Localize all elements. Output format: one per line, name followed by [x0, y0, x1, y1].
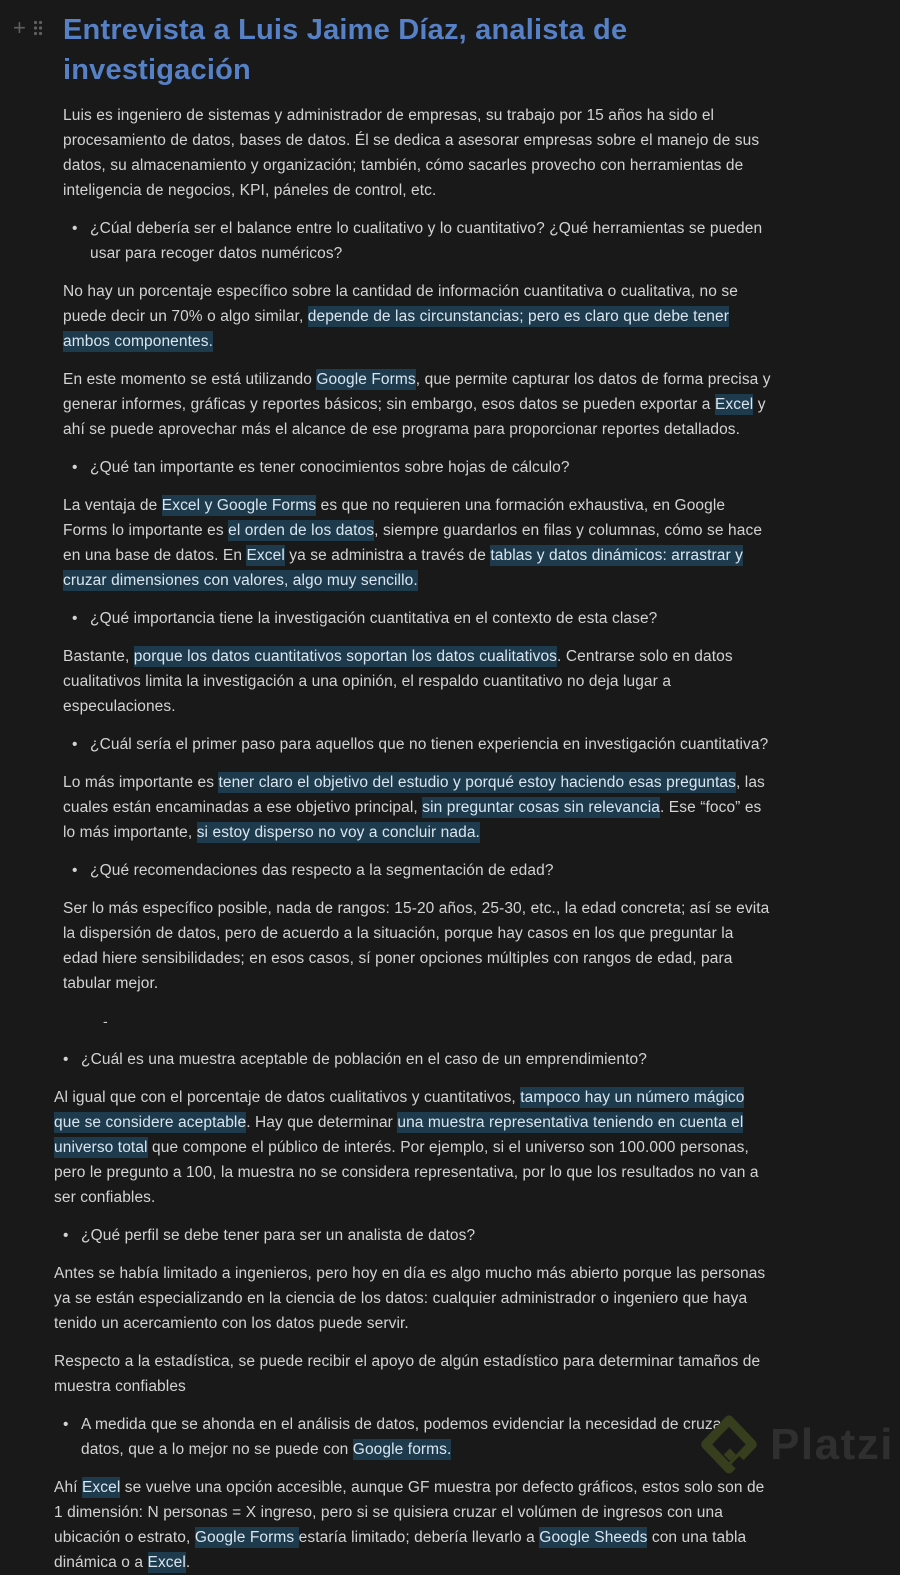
highlighted-text: tampoco hay un número mágico que se considere aceptable [54, 1089, 745, 1131]
bullet-text [81, 1223, 772, 1248]
bullet-text [90, 455, 772, 480]
bullet-marker-icon: • [63, 1227, 69, 1244]
text-run: ¿Qué tan importante es tener conocimientos sobre hojas de cálculo? [90, 459, 570, 476]
text-run: Ser lo más específico posible, nada de rangos: 15-20 años, 25-30, etc., la edad concreta; así se evita la dispersión de datos, pero de acuerdo a la situación, porque hay casos en los que preguntar la edad hiere sensibilidades; en esos casos, sí poner opciones múltiples con rangos de edad, para tabular mejor. [63, 900, 770, 992]
text-run: Antes se había limitado a ingenieros, pero hoy en día es algo mucho más abierto porque las personas ya se están especializando en la ciencia de los datos: cualquier administrador o ingeniero que haya tenido un acercamiento con los datos puede servir. [54, 1265, 766, 1332]
paragraph[interactable] [63, 896, 772, 996]
highlighted-text: una muestra representativa teniendo en cuenta el universo total [54, 1114, 744, 1156]
highlighted-text: Google forms. [352, 1441, 452, 1458]
text-run: , las cuales están encaminadas a ese objetivo principal, [63, 774, 765, 816]
text-run: En este momento se está utilizando [63, 371, 317, 388]
text-run: . Centrarse solo en datos cualitativos limita la investigación a una opinión, el respaldo cuantitativo no deja lugar a especulaciones. [63, 648, 733, 715]
text-run: ya se administra a través de [284, 547, 491, 564]
platzi-wordmark: Platzi [770, 1420, 894, 1469]
bullet-marker-icon: • [72, 459, 78, 476]
text-run: La ventaja de [63, 497, 162, 514]
bullet-item[interactable] [54, 1412, 772, 1462]
page-title[interactable]: Entrevista a Luis Jaime Díaz, analista de investigación [63, 14, 628, 86]
paragraph[interactable] [54, 1475, 772, 1575]
bullet-text [81, 1047, 772, 1072]
block-hover-controls [13, 15, 43, 40]
paragraph[interactable] [63, 279, 772, 354]
text-run: y ahí se puede aprovechar más el alcance de ese programa para proporcionar reportes detallados. [63, 396, 766, 438]
bullet-item[interactable] [54, 1047, 772, 1072]
text-run: es que no requieren una formación exhaustiva, en Google Forms lo importante es [63, 497, 726, 539]
document-body [54, 103, 772, 1575]
text-run: que compone el público de interés. Por ejemplo, si el universo son 100.000 personas, pero le pregunto a 100, la muestra no se considera representativa, por lo que los resultados no van a ser confiables. [54, 1139, 759, 1206]
paragraph[interactable] [63, 103, 772, 203]
paragraph[interactable] [63, 644, 772, 719]
text-run: ¿Cuál es una muestra aceptable de población en el caso de un emprendimiento? [81, 1051, 647, 1068]
text-run: Lo más importante es [63, 774, 219, 791]
bullet-text [90, 858, 772, 883]
bullet-item[interactable] [63, 606, 772, 631]
text-run: . Hay que determinar [246, 1114, 398, 1131]
text-run: con una tabla dinámica o a [54, 1529, 747, 1571]
paragraph[interactable] [54, 1261, 772, 1336]
text-run: No hay un porcentaje específico sobre la cantidad de información cuantitativa o cualitativa, no se puede decir un 70% o algo similar, [63, 283, 738, 325]
highlighted-text: tener claro el objetivo del estudio y porqué estoy haciendo esas preguntas [218, 774, 736, 791]
text-run: . [185, 1554, 191, 1571]
paragraph[interactable] [54, 1349, 772, 1399]
text-run: ¿Cúal debería ser el balance entre lo cualitativo y lo cuantitativo? ¿Qué herramientas se pueden usar para recoger datos numéricos? [90, 220, 763, 262]
highlighted-text: Google Sheeds [539, 1529, 648, 1546]
bullet-marker-icon: • [63, 1416, 69, 1433]
text-run: A medida que se ahonda en el análisis de datos, podemos evidenciar la necesidad de cruzar datos, que a lo mejor no se puede con [81, 1416, 727, 1458]
highlighted-text: Google Forms [194, 1529, 299, 1546]
text-run: Respecto a la estadística, se puede recibir el apoyo de algún estadístico para determinar tamaños de muestra confiables [54, 1353, 761, 1395]
text-run: Bastante, [63, 648, 134, 665]
text-run: Ahí [54, 1479, 82, 1496]
highlighted-text: Excel [81, 1479, 121, 1496]
highlighted-text: tablas y datos dinámicos: arrastrar y cruzar dimensiones con valores, algo muy sencillo. [63, 547, 744, 589]
paragraph[interactable] [63, 493, 772, 593]
highlighted-text: depende de las circunstancias; pero es claro que debe tener ambos componentes. [63, 308, 729, 350]
bullet-item[interactable] [63, 858, 772, 883]
bullet-marker-icon: • [63, 1051, 69, 1068]
bullet-text [90, 606, 772, 631]
paragraph[interactable] [63, 770, 772, 845]
highlighted-text: el orden de los datos [228, 522, 375, 539]
text-run: ¿Qué importancia tiene la investigación cuantitativa en el contexto de esta clase? [90, 610, 658, 627]
text-run: ¿Cuál sería el primer paso para aquellos que no tienen experiencia en investigación cuantitativa? [90, 736, 769, 753]
bullet-item[interactable] [63, 455, 772, 480]
highlighted-text: Excel [246, 547, 285, 564]
add-block-icon[interactable]: + [13, 15, 26, 40]
bullet-marker-icon: • [72, 610, 78, 627]
text-run: , siempre guardarlos en filas y columnas, cómo se hace en una base de datos. En [63, 522, 763, 564]
bullet-text [90, 216, 772, 266]
highlighted-text: sin preguntar cosas sin relevancia [422, 799, 660, 816]
bullet-text [81, 1412, 772, 1462]
text-run: se vuelve una opción accesible, aunque GF muestra por defecto gráficos, estos solo son de 1 dimensión: N personas = X ingreso, pero si se quisiera cruzar el volúmen de ingresos con una ubicación o estrato, [54, 1479, 765, 1546]
text-run: . Ese “foco” es lo más importante, [63, 799, 762, 841]
text-run: - [103, 1013, 108, 1029]
bullet-text [90, 732, 772, 757]
paragraph[interactable] [63, 367, 772, 442]
bullet-item[interactable] [54, 1223, 772, 1248]
text-run: , que permite capturar los datos de forma precisa y generar informes, gráficas y reportes básicos; sin embargo, esos datos se pueden exportar a [63, 371, 771, 413]
highlighted-text: Google Forms [316, 371, 416, 388]
bullet-item[interactable] [63, 732, 772, 757]
highlighted-text: si estoy disperso no voy a concluir nada. [196, 824, 480, 841]
bullet-item[interactable] [63, 216, 772, 266]
text-run: Al igual que con el porcentaje de datos cualitativos y cuantitativos, [54, 1089, 521, 1106]
text-run: ¿Qué perfil se debe tener para ser un analista de datos? [81, 1227, 476, 1244]
bullet-marker-icon: • [72, 220, 78, 237]
text-run: Luis es ingeniero de sistemas y administrador de empresas, su trabajo por 15 años ha sido el procesamiento de datos, bases de datos. Él se dedica a asesorar empresas sobre el manejo de sus datos, su almacenamiento y organización; también, cómo sacarles provecho con herramientas de inteligencia de negocios, KPI, páneles de control, etc. [63, 107, 760, 199]
highlighted-text: porque los datos cuantitativos soportan los datos cualitativos [133, 648, 558, 665]
text-run: estaría limitado; debería llevarlo a [298, 1529, 540, 1546]
bullet-marker-icon: • [72, 736, 78, 753]
bullet-marker-icon: • [72, 862, 78, 879]
highlighted-text: Excel y Google Forms [161, 497, 317, 514]
drag-handle-icon[interactable] [33, 20, 43, 36]
highlighted-text: Excel [714, 396, 754, 413]
highlighted-text: Excel [147, 1554, 186, 1571]
paragraph[interactable] [103, 1009, 772, 1034]
paragraph[interactable] [54, 1085, 772, 1210]
text-run: ¿Qué recomendaciones das respecto a la segmentación de edad? [90, 862, 554, 879]
